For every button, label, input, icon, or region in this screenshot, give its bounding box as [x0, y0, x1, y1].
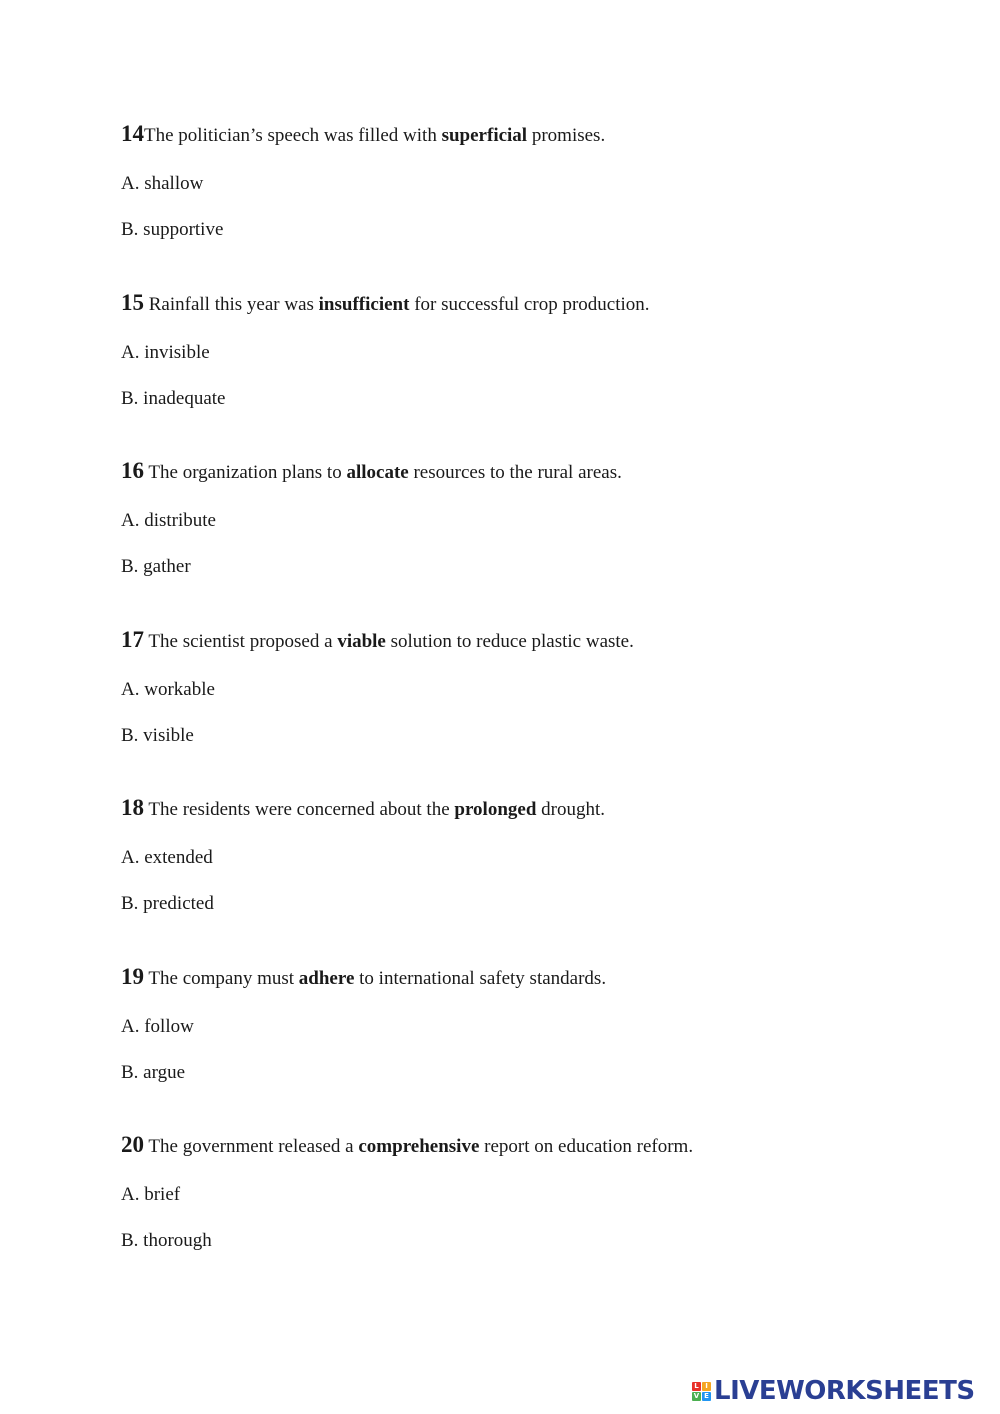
- question-stem: [121, 628, 941, 652]
- question-stem: [121, 965, 941, 989]
- keyword: prolonged: [454, 799, 537, 820]
- question-number: 17: [121, 627, 144, 652]
- stem-text-before: Rainfall this year was: [144, 294, 319, 315]
- logo-mark-tile: L: [692, 1382, 701, 1391]
- stem-text-before: The residents were concerned about the: [144, 799, 455, 820]
- stem-text-before: The government released a: [144, 1136, 359, 1157]
- keyword: insufficient: [318, 294, 410, 315]
- keyword: superficial: [441, 125, 528, 146]
- question-number: 14: [121, 121, 144, 146]
- stem-text-after: to international safety standards.: [354, 968, 607, 989]
- logo-mark-tile: I: [702, 1382, 711, 1391]
- stem-text-after: for successful crop production.: [409, 294, 650, 315]
- stem-text-after: solution to reduce plastic waste.: [385, 631, 634, 652]
- option-a[interactable]: A. extended: [121, 847, 213, 868]
- option-b[interactable]: B. predicted: [121, 893, 214, 914]
- stem-text-after: report on education reform.: [479, 1136, 694, 1157]
- option-b[interactable]: B. thorough: [121, 1230, 212, 1251]
- stem-text-before: The politician’s speech was filled with: [144, 125, 442, 146]
- question-15: [121, 291, 941, 411]
- stem-text-after: promises.: [527, 125, 606, 146]
- option-a[interactable]: A. invisible: [121, 342, 210, 363]
- option-a[interactable]: A. brief: [121, 1184, 181, 1205]
- question-16: [121, 459, 941, 579]
- question-number: 16: [121, 458, 144, 483]
- option-b[interactable]: B. argue: [121, 1062, 186, 1083]
- question-stem: [121, 291, 941, 315]
- question-stem: [121, 1133, 941, 1157]
- question-19: [121, 965, 941, 1085]
- option-b[interactable]: B. inadequate: [121, 388, 226, 409]
- liveworksheets-logo: [692, 1376, 975, 1406]
- option-b[interactable]: B. visible: [121, 725, 194, 746]
- keyword: comprehensive: [358, 1136, 480, 1157]
- stem-text-before: The scientist proposed a: [144, 631, 338, 652]
- keyword: allocate: [346, 462, 409, 483]
- logo-text: LIVEWORKSHEETS: [714, 1376, 975, 1406]
- question-20: [121, 1133, 941, 1253]
- question-stem: [121, 459, 941, 483]
- question-number: 15: [121, 290, 144, 315]
- option-b[interactable]: B. gather: [121, 556, 191, 577]
- question-17: [121, 628, 941, 748]
- option-a[interactable]: A. workable: [121, 679, 215, 700]
- question-number: 18: [121, 795, 144, 820]
- option-b[interactable]: B. supportive: [121, 219, 224, 240]
- stem-text-before: The company must: [144, 968, 299, 989]
- stem-text-after: resources to the rural areas.: [408, 462, 622, 483]
- logo-mark-tile: E: [702, 1392, 711, 1401]
- keyword: adhere: [298, 968, 355, 989]
- question-14: [121, 122, 941, 242]
- logo-mark-icon: [692, 1382, 711, 1401]
- question-number: 19: [121, 964, 144, 989]
- keyword: viable: [337, 631, 386, 652]
- option-a[interactable]: A. shallow: [121, 173, 204, 194]
- stem-text-before: The organization plans to: [144, 462, 347, 483]
- question-stem: [121, 122, 941, 146]
- stem-text-after: drought.: [536, 799, 606, 820]
- question-stem: [121, 796, 941, 820]
- option-a[interactable]: A. distribute: [121, 510, 216, 531]
- question-number: 20: [121, 1132, 144, 1157]
- logo-mark-tile: V: [693, 1391, 700, 1400]
- option-a[interactable]: A. follow: [121, 1016, 194, 1037]
- question-18: [121, 796, 941, 916]
